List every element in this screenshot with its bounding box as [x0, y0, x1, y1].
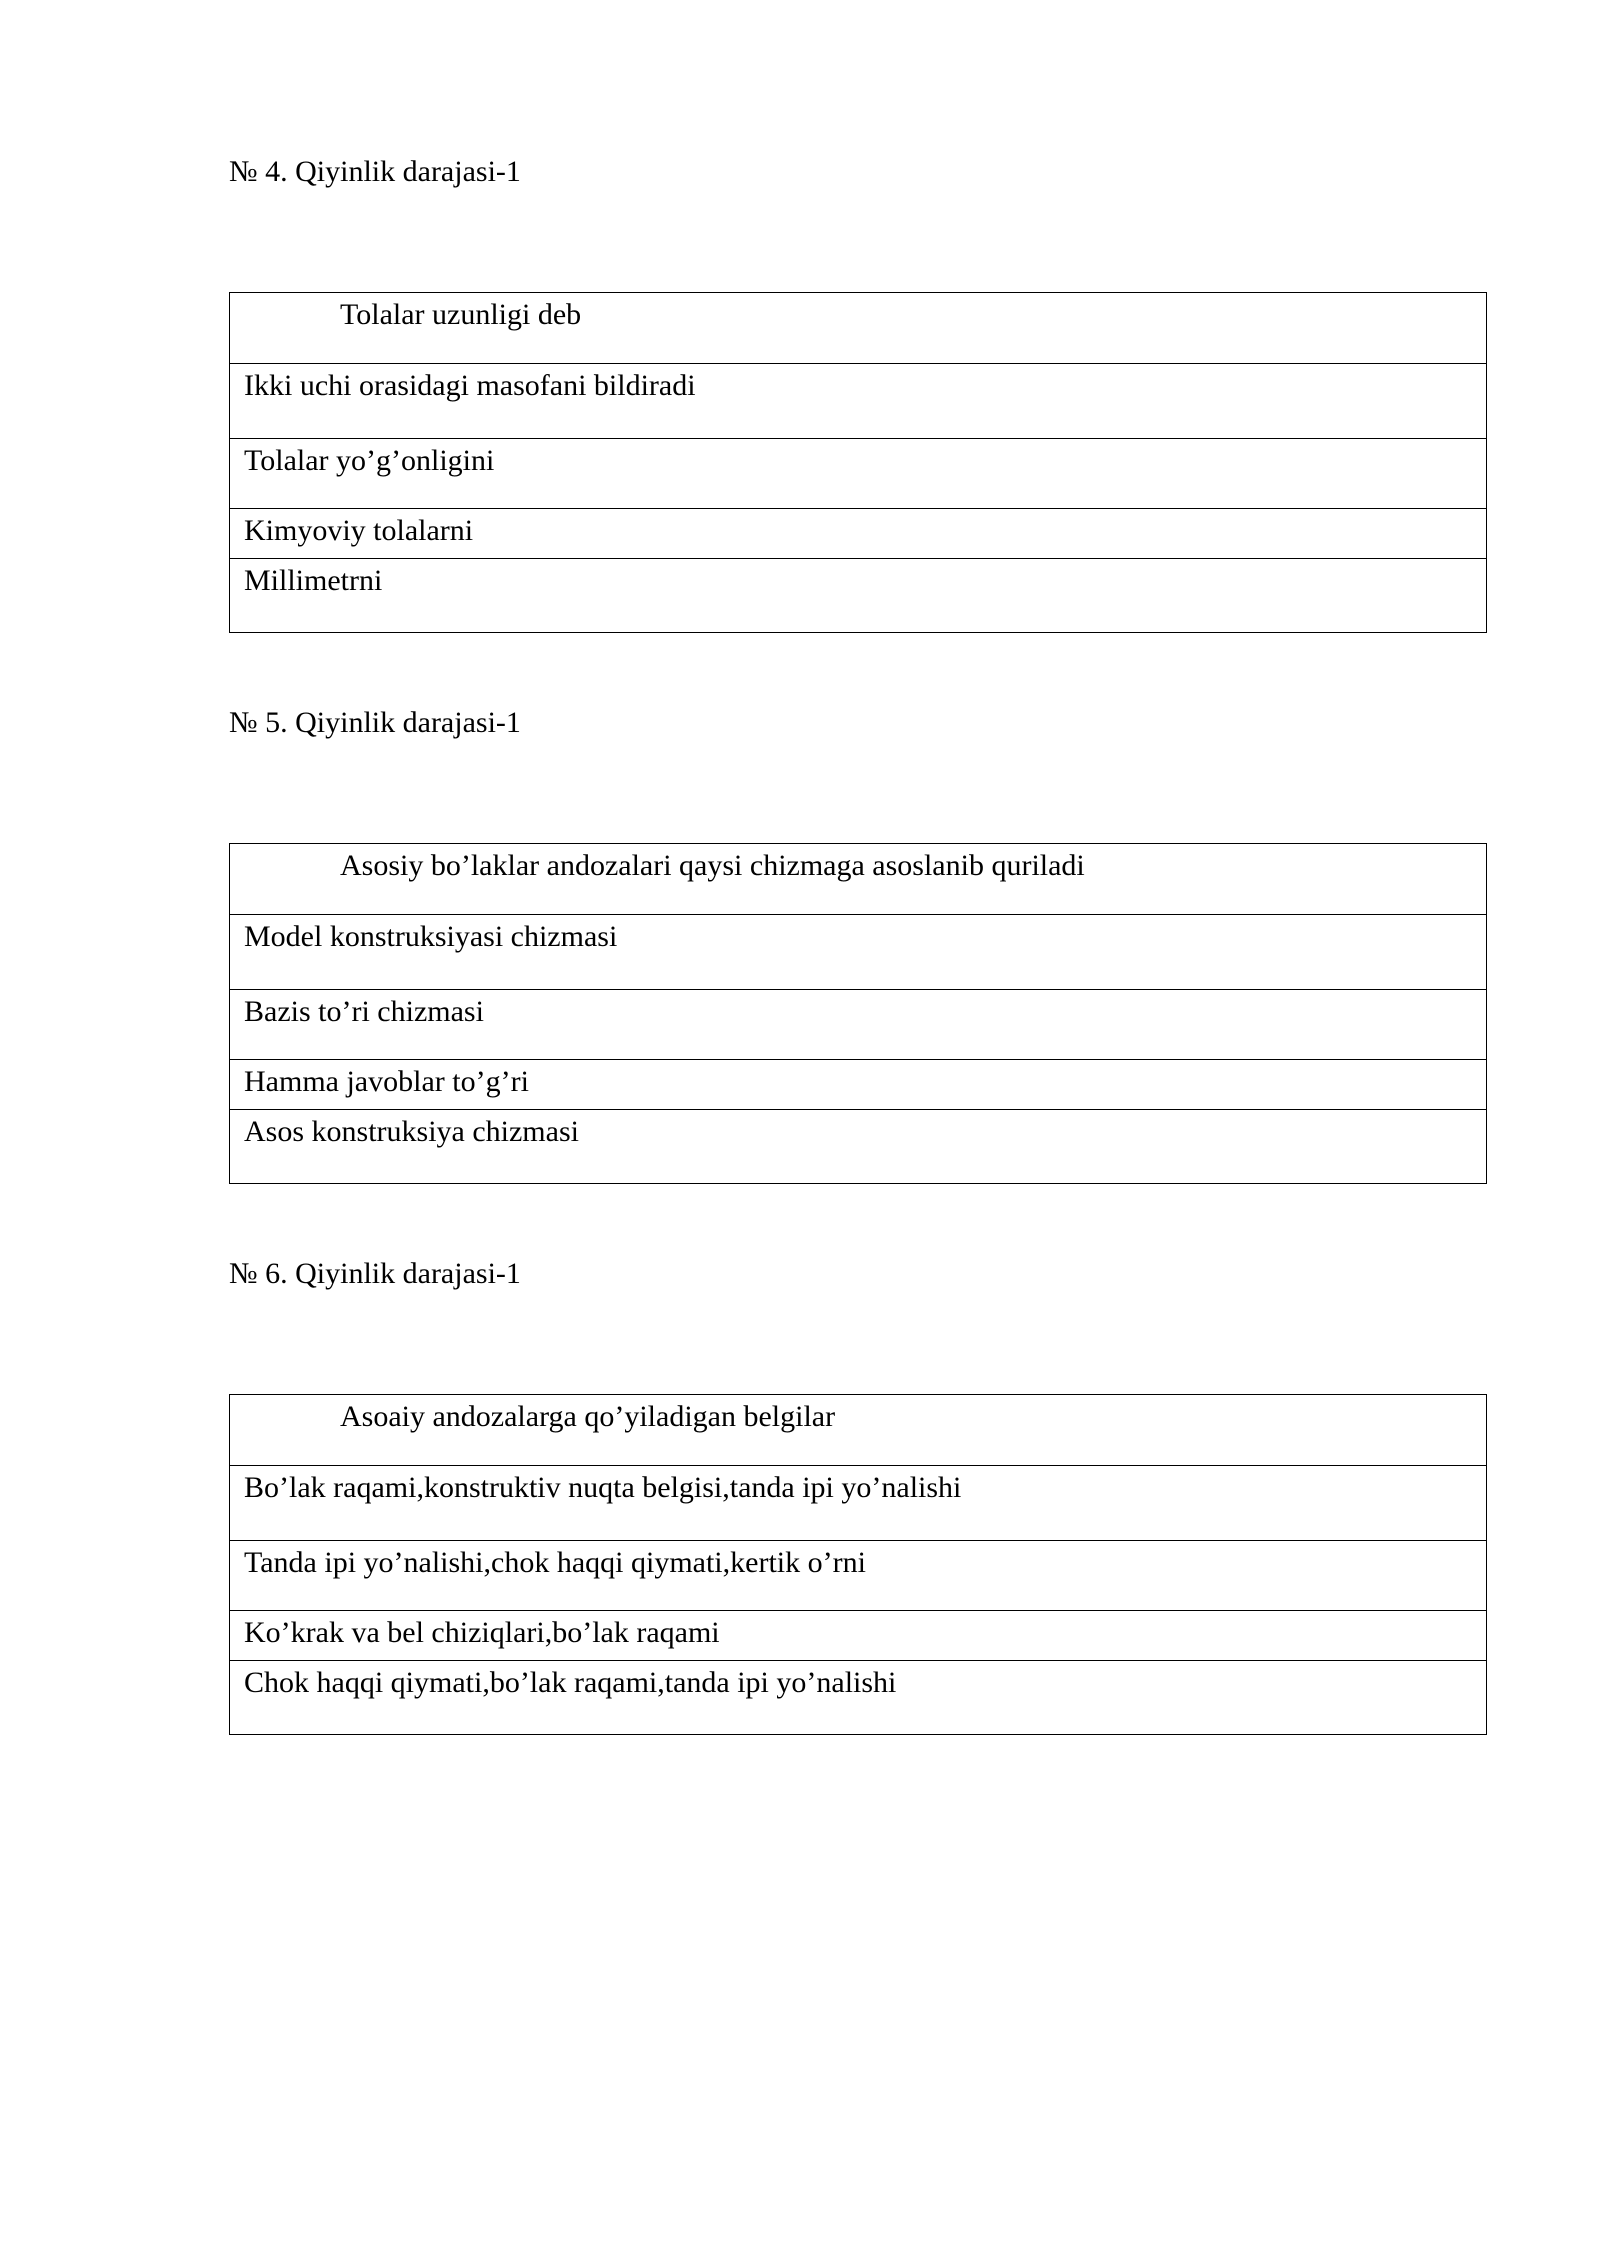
- question-6-answer-4[interactable]: Chok haqqi qiymati,bo’lak raqami,tanda ipi yo’nalishi: [230, 1660, 1486, 1734]
- question-4-answer-4[interactable]: Millimetrni: [230, 558, 1486, 632]
- question-4-prompt: Tolalar uzunligi deb: [340, 298, 582, 331]
- question-5-answer-2[interactable]: Bazis to’ri chizmasi: [230, 989, 1486, 1059]
- question-4-answer-2[interactable]: Tolalar yo’g’onligini: [230, 438, 1486, 508]
- question-4-heading: № 4. Qiyinlik darajasi-1: [229, 155, 521, 188]
- question-6-answer-1[interactable]: Bo’lak raqami,konstruktiv nuqta belgisi,tanda ipi yo’nalishi: [230, 1465, 1486, 1540]
- question-4-answer-3[interactable]: Kimyoviy tolalarni: [230, 508, 1486, 558]
- question-6-table: [229, 1394, 1487, 1735]
- question-6-answer-2[interactable]: Tanda ipi yo’nalishi,chok haqqi qiymati,kertik o’rni: [230, 1540, 1486, 1610]
- question-5-heading: № 5. Qiyinlik darajasi-1: [229, 706, 521, 739]
- question-4-answer-1[interactable]: Ikki uchi orasidagi masofani bildiradi: [230, 363, 1486, 438]
- question-4-table: [229, 292, 1487, 633]
- question-5-prompt: Asosiy bo’laklar andozalari qaysi chizmaga asoslanib quriladi: [340, 849, 1085, 882]
- question-6-heading: № 6. Qiyinlik darajasi-1: [229, 1257, 521, 1290]
- question-5-table: [229, 843, 1487, 1184]
- question-6-prompt: Asoaiy andozalarga qo’yiladigan belgilar: [340, 1400, 836, 1433]
- question-5-answer-3[interactable]: Hamma javoblar to’g’ri: [230, 1059, 1486, 1109]
- question-6-answer-3[interactable]: Ko’krak va bel chiziqlari,bo’lak raqami: [230, 1610, 1486, 1660]
- question-5-answer-4[interactable]: Asos konstruksiya chizmasi: [230, 1109, 1486, 1183]
- question-5-answer-1[interactable]: Model konstruksiyasi chizmasi: [230, 914, 1486, 989]
